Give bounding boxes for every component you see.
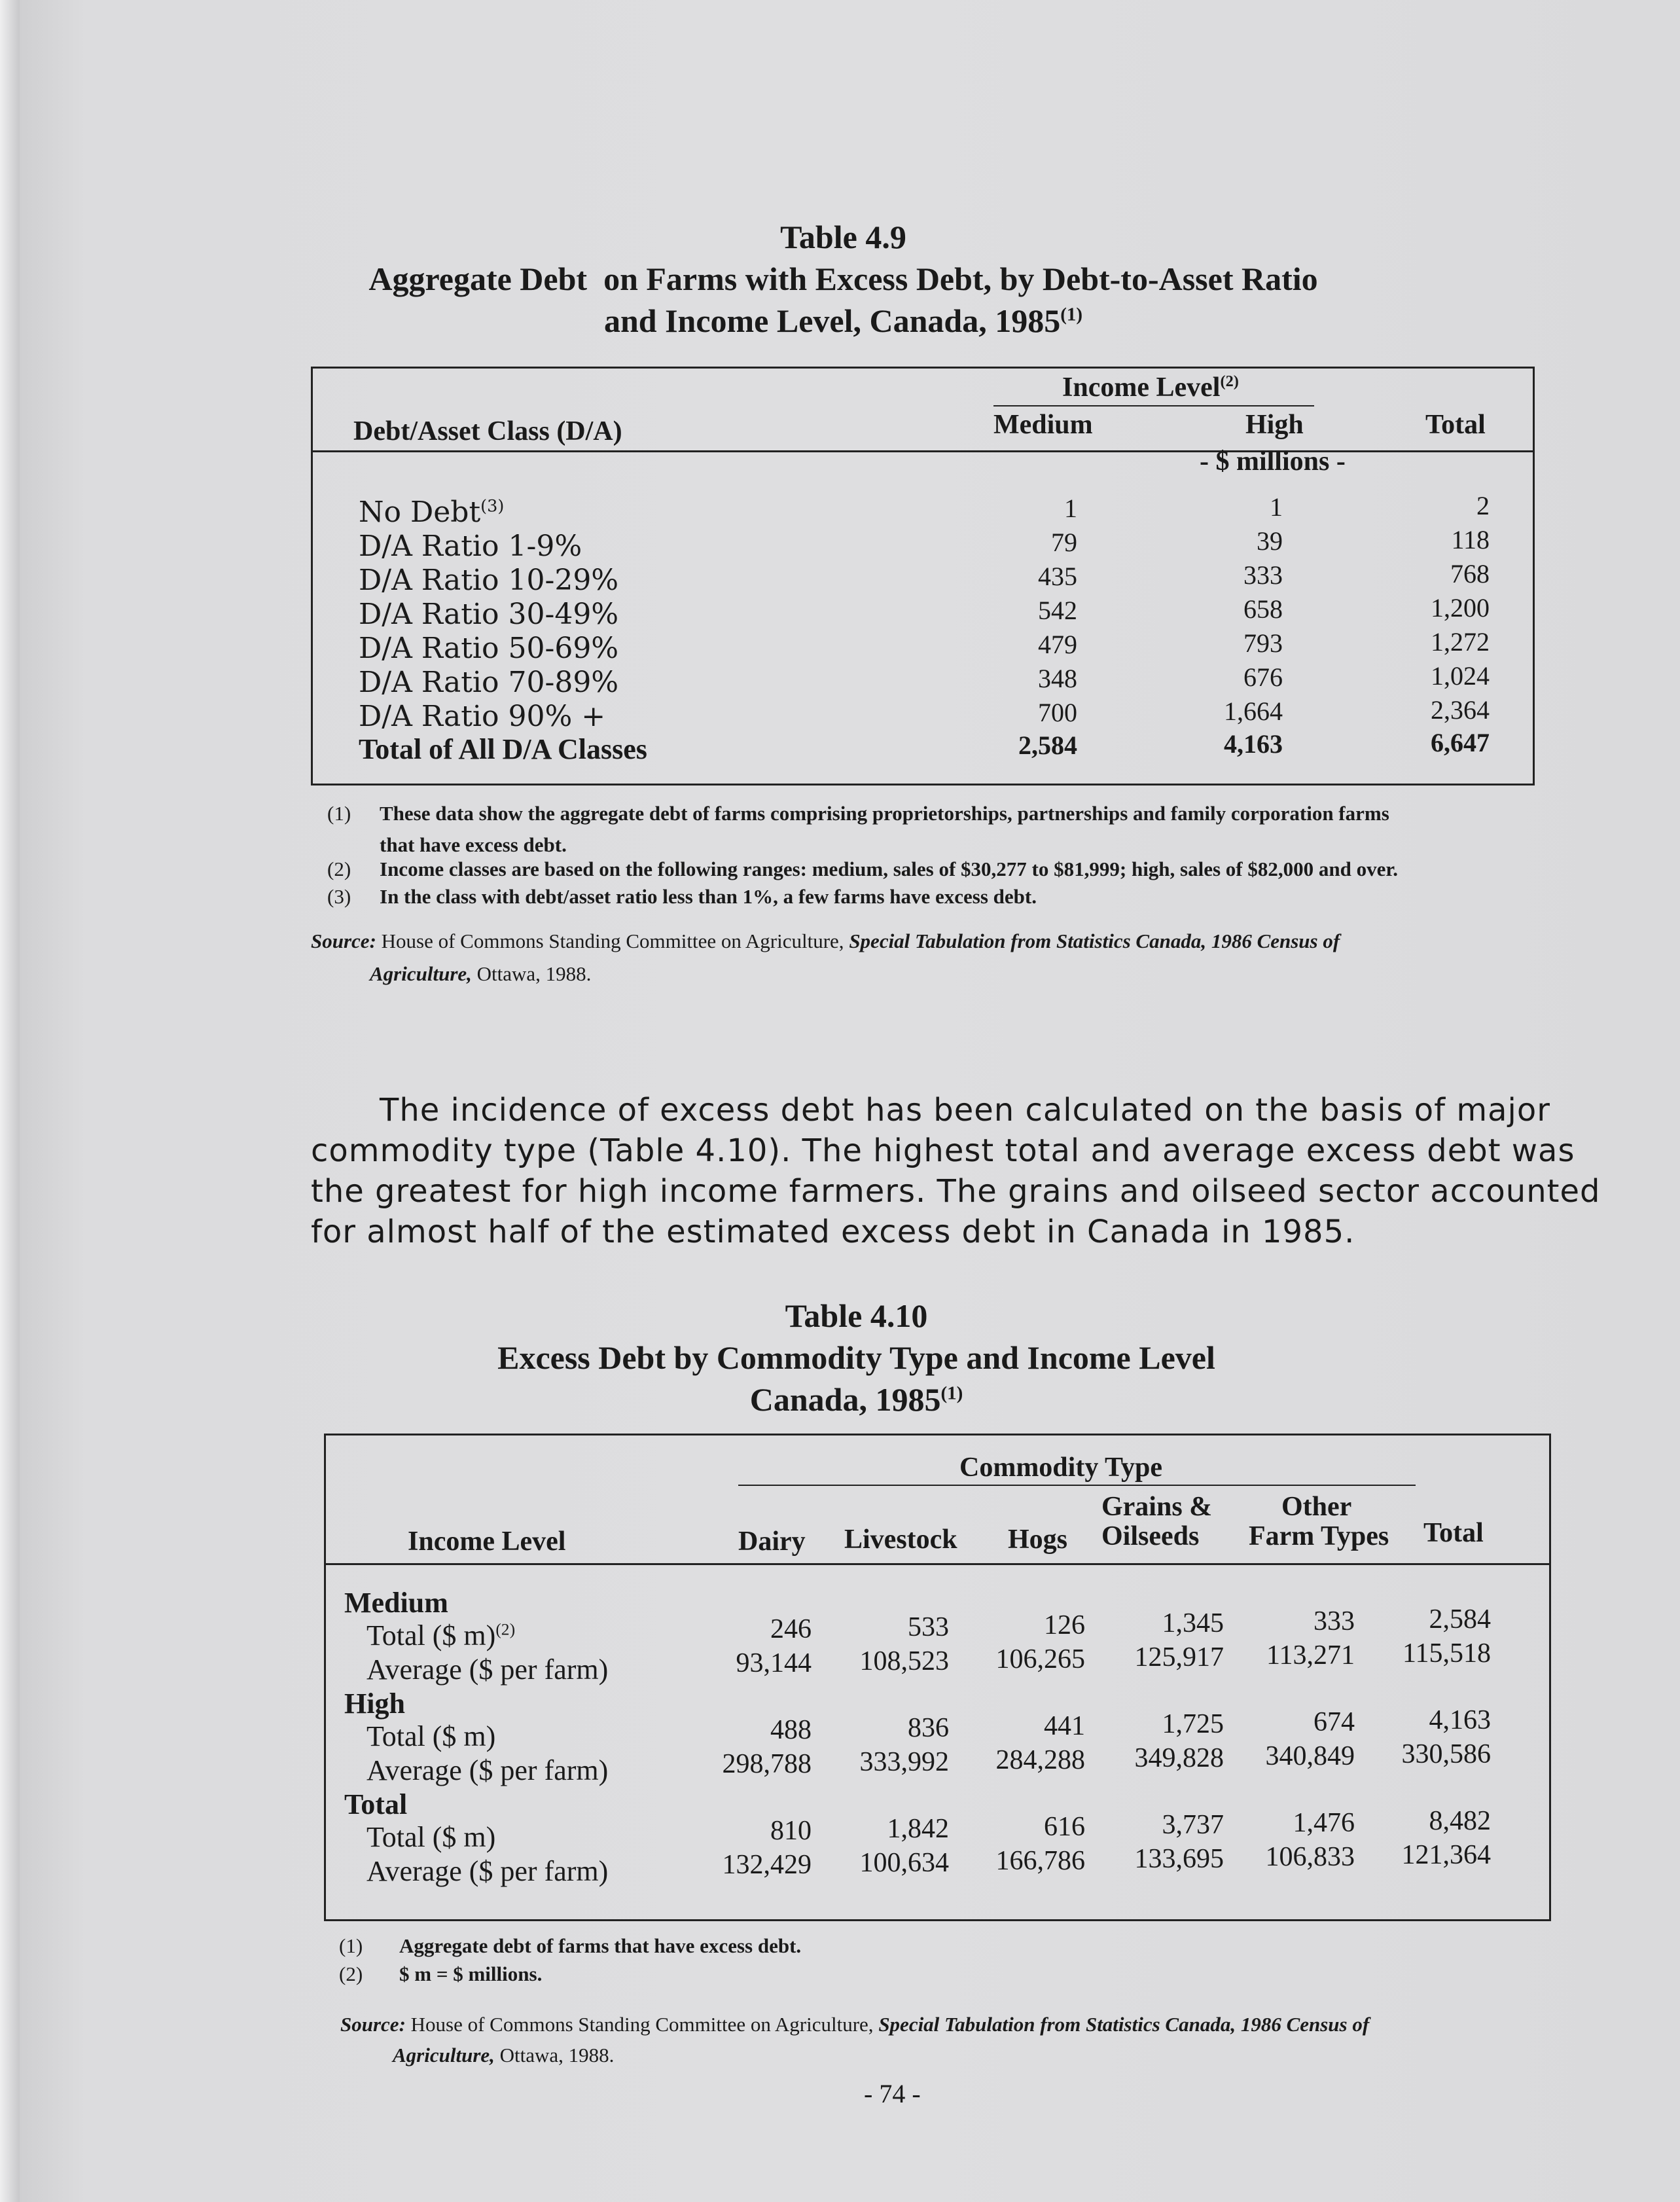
table1-note-number: (2): [327, 857, 351, 880]
table2-cell: 333,992: [859, 1747, 949, 1777]
table2-row-label-text: Average ($ per farm): [366, 1855, 609, 1887]
table2-row-label-sup: (2): [495, 1619, 516, 1639]
table1-cell-medium: 700: [1038, 698, 1077, 727]
paragraph-line: for almost half of the estimated excess debt in Canada in 1985.: [311, 1214, 1355, 1250]
table2-cell: 125,917: [1134, 1642, 1224, 1672]
table1-cell-medium: 79: [1051, 528, 1077, 557]
table2-cell: 132,429: [722, 1850, 812, 1880]
table2-note-number: (2): [339, 1962, 363, 1985]
paragraph-line: The incidence of excess debt has been calculated on the basis of major: [380, 1092, 1550, 1128]
table2-cell: 533: [908, 1612, 949, 1642]
table2-cell: 106,833: [1265, 1842, 1355, 1872]
table1-header-group: Income Level$^{(2)}$: [1062, 372, 1239, 403]
table1-cell-total: 6,647: [1431, 728, 1490, 757]
table1-col-high: High: [1245, 410, 1304, 440]
table2-cell: 488: [770, 1715, 812, 1745]
table2-col-grains-1: Grains &: [1101, 1492, 1213, 1522]
table1-cell-high: 1: [1270, 492, 1283, 522]
table2-col-total: Total: [1423, 1518, 1484, 1548]
table2-subtitle-line2: Canada, 1985$^{(1)}$: [749, 1381, 963, 1418]
table1-note-number: (1): [327, 802, 351, 825]
table1-cell-medium: 348: [1038, 664, 1077, 693]
table2-cell: 133,695: [1134, 1844, 1224, 1874]
table2-col-livestock: Livestock: [844, 1525, 957, 1555]
table1-header-group-rule: [993, 405, 1314, 406]
table2-cell: 115,518: [1403, 1638, 1491, 1669]
table2-cell: 121,364: [1401, 1840, 1491, 1870]
table1-row-label: [359, 530, 582, 563]
table1-cell-total: 1,272: [1431, 627, 1490, 657]
table1-row-label-text: D/A Ratio 10-29%: [359, 564, 619, 597]
table1-cell-medium: 435: [1038, 562, 1077, 591]
table2-cell: 166,786: [995, 1846, 1085, 1876]
table2-cell: 8,482: [1429, 1806, 1491, 1836]
table1-title-block: [20, 216, 1680, 342]
table2-note-text: $ m = $ millions.: [399, 1962, 543, 1985]
table2-cell: 3,737: [1162, 1810, 1224, 1840]
table2-row-label: [366, 1820, 495, 1854]
table2-frame: [324, 1434, 1551, 1921]
table1-col-class: Debt/Asset Class (D/A): [353, 416, 622, 446]
table1-row-label: [359, 732, 647, 766]
table1-cell-high: 39: [1257, 526, 1283, 556]
table1-cell-high: 333: [1243, 560, 1283, 590]
table2-row-label-text: Average ($ per farm): [366, 1653, 609, 1686]
paragraph-line: the greatest for high income farmers. The grains and oilseed sector accounted: [311, 1173, 1601, 1210]
table2-source-line2: Agriculture, Ottawa, 1988.: [393, 2044, 615, 2067]
table2-title: Table 4.10: [785, 1297, 928, 1334]
document-page: [20, 0, 1680, 2202]
table1-cell-high: 658: [1243, 594, 1283, 624]
table1-row-label: [359, 632, 618, 665]
table2-row-label: [366, 1619, 515, 1652]
table1-cell-medium: 1: [1064, 494, 1077, 523]
table2-row-label: [366, 1854, 608, 1888]
table1-col-total: Total: [1425, 410, 1486, 440]
table2-header-rule: [326, 1563, 1549, 1565]
table1-cell-high: 1,664: [1224, 696, 1283, 726]
table2-subtitle-line1: Excess Debt by Commodity Type and Income Level: [497, 1339, 1215, 1376]
table1-cell-medium: 479: [1038, 630, 1077, 659]
table2-cell: 100,634: [859, 1848, 949, 1878]
table2-row-label-text: Total ($ m): [366, 1720, 496, 1752]
table2-row-label: [366, 1653, 608, 1686]
table2-source: Source: House of Commons Standing Committee on Agriculture, Special Tabulation from Statistics Canada, 1986 Census of: [340, 2013, 1370, 2036]
table2-cell: 298,788: [722, 1749, 812, 1779]
table1-cell-total: 1,200: [1431, 593, 1490, 623]
table1-row-label: [359, 666, 618, 699]
table1-row-label: [359, 598, 618, 631]
table1-note-number: (3): [327, 885, 351, 908]
table2-cell: 1,725: [1162, 1709, 1224, 1739]
table2-row-label-text: Total ($ m): [366, 1619, 496, 1652]
table1-cell-total: 1,024: [1431, 661, 1490, 691]
table2-col-income: Income Level: [408, 1526, 566, 1557]
table1-subtitle-line2: and Income Level, Canada, 1985$^{(1)}$: [603, 302, 1083, 339]
paragraph-line: commodity type (Table 4.10). The highest total and average excess debt was: [311, 1132, 1575, 1169]
table2-cell: 1,842: [887, 1814, 949, 1844]
table2-cell: 1,345: [1162, 1608, 1224, 1638]
table1-row-label-text: D/A Ratio 50-69%: [359, 632, 619, 665]
table1-row-label-text: D/A Ratio 70-89%: [359, 666, 619, 699]
table1-header-rule: [313, 450, 1533, 452]
table2-cell: 106,265: [995, 1644, 1085, 1674]
table1-note-text: In the class with debt/asset ratio less than 1%, a few farms have excess debt.: [380, 885, 1037, 908]
table2-row-label: [366, 1754, 608, 1787]
table1-note-text: Income classes are based on the following ranges: medium, sales of $30,277 to $81,999; high, sales of $82,000 and over.: [380, 857, 1399, 880]
table1-row-label-text: Total of All D/A Classes: [359, 733, 647, 765]
table1-row-label: [359, 700, 605, 733]
table2-cell: 441: [1044, 1711, 1085, 1741]
table1-units: - $ millions -: [1200, 446, 1346, 477]
table2-col-other-2: Farm Types: [1249, 1521, 1389, 1551]
table1-cell-total: 2,364: [1431, 695, 1490, 725]
table2-title-block: [20, 1295, 1680, 1420]
page-number: - 74 -: [864, 2079, 921, 2108]
table1-row-label-text: D/A Ratio 1-9%: [359, 530, 582, 563]
table2-cell: 330,586: [1401, 1739, 1491, 1769]
body-paragraph: [311, 1090, 1601, 1252]
table2-group-label: Total: [344, 1788, 408, 1820]
table2-cell: 93,144: [736, 1648, 812, 1678]
table1-cell-total: 768: [1450, 559, 1490, 588]
table2-note-text: Aggregate debt of farms that have excess debt.: [399, 1934, 802, 1957]
table2-cell: 2,584: [1429, 1604, 1491, 1634]
table1-title: Table 4.9: [780, 219, 906, 255]
table2-cell: 836: [908, 1713, 949, 1743]
table1-cell-high: 676: [1243, 662, 1283, 692]
table2-cell: 126: [1044, 1610, 1085, 1640]
table2-cell: 616: [1044, 1812, 1085, 1842]
table1-subtitle-line1: Aggregate Debt on Farms with Excess Debt, by Debt-to-Asset Ratio: [368, 261, 1318, 297]
table1-row-label-text: D/A Ratio 90% +: [359, 700, 606, 733]
table1-cell-medium: 542: [1038, 596, 1077, 625]
table2-row-label-text: Average ($ per farm): [366, 1754, 609, 1786]
table2-cell: 349,828: [1134, 1743, 1224, 1773]
table1-cell-total: 2: [1476, 491, 1490, 520]
table2-cell: 1,476: [1293, 1808, 1355, 1838]
table2-cell: 340,849: [1265, 1741, 1355, 1771]
table1-row-label-text: D/A Ratio 30-49%: [359, 598, 619, 631]
table2-group-label: High: [344, 1688, 405, 1720]
table2-col-other-1: Other: [1281, 1492, 1352, 1522]
table2-col-hogs: Hogs: [1008, 1525, 1068, 1555]
table1-col-medium: Medium: [993, 410, 1093, 440]
table1-row-label-text: No Debt: [359, 496, 481, 529]
table2-col-dairy: Dairy: [738, 1526, 806, 1557]
table1-cell-medium: 2,584: [1018, 731, 1077, 760]
table2-cell: 4,163: [1429, 1705, 1491, 1735]
table2-cell: 810: [770, 1816, 812, 1846]
table2-cell: 284,288: [995, 1745, 1085, 1775]
table1-cell-total: 118: [1451, 525, 1490, 554]
table1-row-label: [359, 564, 618, 597]
table2-row-label: [366, 1720, 495, 1753]
table2-cell: 108,523: [859, 1646, 949, 1676]
table1-cell-high: 793: [1243, 628, 1283, 658]
table2-col-grains-2: Oilseeds: [1101, 1521, 1200, 1551]
table1-source-line2: Agriculture, Ottawa, 1988.: [370, 962, 592, 985]
table1-source: Source: House of Commons Standing Committee on Agriculture, Special Tabulation from Statistics Canada, 1986 Census of: [311, 930, 1340, 952]
table2-cell: 333: [1314, 1606, 1355, 1636]
table1-frame: [311, 367, 1535, 785]
table2-cell: 674: [1314, 1707, 1355, 1737]
table2-group-label: Medium: [344, 1587, 448, 1619]
table2-header-group: Commodity Type: [959, 1453, 1162, 1483]
table2-cell: 246: [770, 1614, 812, 1644]
table1-cell-high: 4,163: [1224, 729, 1283, 759]
table2-note-number: (1): [339, 1934, 363, 1957]
table2-cell: 113,271: [1266, 1640, 1355, 1670]
table2-header-group-rule: [738, 1485, 1416, 1486]
table1-note-text: These data show the aggregate debt of farms comprising proprietorships, partnerships and family corporation farms: [380, 802, 1389, 825]
table2-row-label-text: Total ($ m): [366, 1821, 496, 1853]
table1-row-label: [359, 496, 504, 529]
table1-row-label-sup: (3): [480, 496, 505, 516]
table1-note-text: that have excess debt.: [380, 833, 567, 856]
